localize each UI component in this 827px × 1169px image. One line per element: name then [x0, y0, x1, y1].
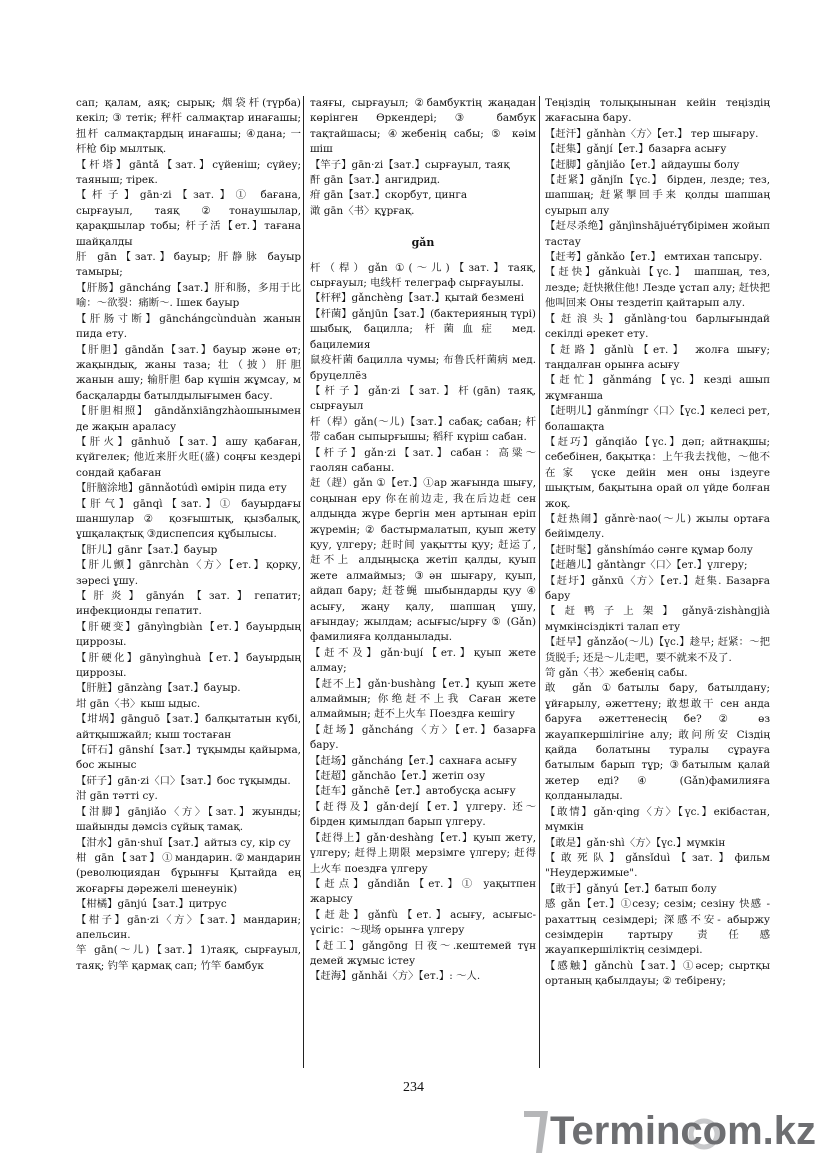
- dictionary-entry: 【肝硬变】gānyìngbiàn【ет.】бауырдың циррозы.: [76, 620, 301, 649]
- dictionary-entry: 【杆秤】gǎnchèng【зат.】қытай безмені: [310, 292, 525, 305]
- dictionary-entry: 赶（趕）gǎn ①【ет.】①ар жағында шығу, соңынан еру 你在前边走, 我在后边赶 сен алдыңда жүре бергін мен артынан еріп жүремін; ② бастырмалатып, қуып жету қуу, үлгеру; 赶时间 уақытты қуу; 赶运了, 赶不上 алдыңысқа жетіп қалды, қуып жете алмаймыз; ③ән шығару, қуып, айдап бару; 赶苍蝇 шыбындарды қуу ④ асығу, жаңу қалу, шапшаң ұшу, ағындау; жылдам; асығыс/ырғу ⑤ (Gǎn) фамилияға қолданылады.: [310, 477, 536, 644]
- dictionary-entry: 【赶浪头】gǎnlàng·tou барлығындай секілді әрекет ету.: [545, 312, 770, 341]
- dictionary-entry: 【赶鸭子上架】gǎnyā·zishàngjià мүмкінсіздікті талап ету: [545, 605, 770, 633]
- dictionary-entry: 【赶时髦】gǎnshímáo сәнге құмар болу: [545, 543, 753, 556]
- dictionary-entry: 【赶热闹】gǎnrè·nao(～儿) жылы ортаға бейімделу.: [545, 512, 770, 541]
- dictionary-entry: Теңіздің толықынынан кейін теңіздің жағасына бару.: [545, 97, 770, 125]
- dictionary-entry: 【赶超】gǎnchāo【ет.】жетіп озу: [310, 770, 486, 783]
- column-right: [545, 96, 770, 1068]
- dictionary-entry: 【肝炎】gānyán【зат.】гепатит; инфекционды гепатит.: [76, 590, 301, 618]
- dictionary-entry: 【赶早】gǎnzǎo(～儿)【үс.】趁早; 赶紧：～把货脱手; 还是～儿走吧，要不就来不及了.: [545, 636, 770, 664]
- dictionary-entry: 【赶场】gǎncháng【ет.】сахнаға асығу: [310, 754, 517, 767]
- dictionary-entry: 坩 gān〈书〉кыш ыдыс.: [76, 697, 201, 710]
- dictionary-entry: 鼠疫杆菌 бацилла чумы; 布鲁氏杆菌病 мед. бруцеллёз: [310, 354, 536, 382]
- dictionary-entry: 【敢于】gǎnyú【ет.】батып болу: [545, 882, 717, 895]
- dictionary-entry: 【矸子】gān·zi〈口〉【зат.】бос тұқымды.: [76, 774, 291, 787]
- dictionary-entry: таяғы, сырғауыл; ②бамбуктің жаңадан көрінген Өркендері; ③ бамбук тақтайшасы; ④жебенің сабы; ⑤ кәім шіш: [310, 97, 536, 156]
- dictionary-entry: 【肝儿】gānr【зат.】бауыр: [76, 543, 218, 556]
- dictionary-entry: 【赶汗】gǎnhàn〈方〉【ет.】 тер шығару.: [545, 127, 759, 140]
- dictionary-entry: 【赶圩】gǎnxū〈方〉【ет.】赶集. Базарға бару: [545, 574, 770, 602]
- dictionary-entry: 【柑子】gān·zi〈方〉【зат.】мандарин; апельсин.: [76, 913, 301, 941]
- dictionary-entry: 【杆子】gān·zi【зат.】① бағана, сырғауыл, таяқ ②тонаушылар, қарақшылар тобы; 杆子活【ет.】тағана шайқалды: [76, 189, 301, 248]
- dictionary-entry: 泔 gān тәтті су.: [76, 790, 158, 803]
- dictionary-entry: 【敢情】gǎn·qing〈方〉【үс.】екібастан, мүмкін: [545, 805, 770, 834]
- dictionary-entry: 【赶得上】gǎn·deshàng【ет.】қуып жету, үлгеру; 赶得上期限 мерзімге үлгеру; 赶得上火车 поездға үлгеру: [310, 831, 536, 875]
- dictionary-entry: 【肝肠寸断】gānchángcùnduàn жанын пида ету.: [76, 312, 301, 341]
- dictionary-entry: 澉 gān〈书〉құрғақ.: [310, 204, 415, 217]
- dictionary-entry: 【肝脑涂地】gānnǎotúdì өмірін пида ету: [76, 482, 287, 495]
- dictionary-entry: 【赶不及】gǎn·bují【ет.】қуып жете алмау;: [310, 646, 536, 675]
- dictionary-entry: 【赶尽杀绝】gǎnjìnshājuéтүбірімен жойып тастау: [545, 220, 770, 248]
- dictionary-entry: 【赶工】gǎngōng 日夜～.кештемей түн демей жұмыс істеу: [310, 939, 536, 967]
- dictionary-entry: 【泔脚】gānjiǎo〈方〉【зат.】жуынды; шайынды дәмсіз сұйық тамақ.: [76, 805, 301, 834]
- dictionary-entry: 【柑橘】gānjú【зат.】цитрус: [76, 898, 227, 911]
- dictionary-entry: 【肝儿颤】gānrchàn〈方〉【ет.】қорқу, зәресі ұшу.: [76, 559, 301, 587]
- dictionary-entry: 【杆菌】gǎnjūn【зат.】(бактерияның түрі) шыбық, бацилла; 杆菌血症 мед. бацилемия: [310, 307, 536, 351]
- dictionary-entry: 【赶紧】gǎnjǐn【үс.】 бірден, лезде; тез, шапшаң; 赶紧掣回手来 қолды шапшаң суырып алу: [545, 174, 770, 217]
- dictionary-entry: 竿 gān(～儿)【зат.】1)таяқ, сырғауыл, таяқ; 钓竿 қармақ сап; 竹竿 бамбук: [76, 944, 301, 972]
- dictionary-entry: 【赶不上】gǎn·bushàng【ет.】қуып жете алмаймын; 你绝赶不上我 Саған жете алмаймын; 赶不上火车 Поездға кешігу: [310, 677, 536, 721]
- dictionary-entry: 【赶场】gǎncháng〈方〉【ет.】базарға бару.: [310, 723, 536, 752]
- dictionary-entry: 【赶忙】gǎnmáng【үс.】кезді ашып жұмғанша: [545, 374, 770, 402]
- dictionary-entry: 敢 gǎn ①батылы бару, батылдану; ұйғарылу, әжеттену; 敢想敢干 сен анда баруға әжеттенесің бе? ② өз жауапкершілігіне алу; 敢问所安 Сіздің қайда болатыны туралы сұрауға батылым барып тұр; ③батылым қалай жетер еді? ④ (Gǎn)фамилияға қолданылады.: [545, 682, 770, 803]
- dictionary-entry: 【敢死队】gǎnsǐduì【зат.】фильм "Неудержимые".: [545, 851, 770, 880]
- dictionary-entry: 酐 gān【зат.】ангидрид.: [310, 174, 441, 187]
- dictionary-entry: 【肝胆相照】 gāndǎnxiāngzhàoшынымен де жақын араласу: [76, 405, 301, 433]
- column-left: [76, 96, 301, 1068]
- dictionary-entry: 【肝肠】gāncháng【зат.】肝和肠，多用于比喻：～欲裂：痛断～. Ішек бауыр: [76, 281, 301, 310]
- page-number: 234: [403, 1080, 424, 1095]
- dictionary-entry: 【赶点】gǎndiǎn【ет.】① уақытпен жарысу: [310, 877, 536, 906]
- dictionary-entry: 杆（桿）gǎn(～儿)【зат.】сабақ; сабан; 杆带 сабан сыпырғышы; 稻秆 күріш сабан.: [310, 415, 536, 444]
- dictionary-entry: 【杆子】gǎn·zi【зат.】杆(gān) таяқ, сырғауыл: [310, 384, 536, 413]
- column-middle: [310, 96, 536, 1068]
- dictionary-entry: 【感触】gǎnchù【зат.】①әсер; сыртқы ортаның қабылдауы; ② тебірену;: [545, 959, 770, 988]
- dictionary-entry: 柑 gān【зат】①мандарин.②мандарин (революциядан бұрынғы Қытайда ең жоғарғы дәрежелі шенеунік): [76, 851, 301, 895]
- dictionary-entry: 【赶考】gǎnkǎo【ет.】 емтихан тапсыру.: [545, 251, 763, 264]
- dictionary-entry: 【赶车】gǎnchē【ет.】автобусқа асығу: [310, 785, 516, 798]
- dictionary-entry: 【赶海】gǎnhǎi〈方〉【ет.】: ～人.: [310, 970, 481, 983]
- dictionary-entry: 【肝脏】gānzàng【зат.】бауыр.: [76, 682, 241, 695]
- dictionary-entry: 【肝胆】gāndǎn【зат.】бауыр және өт; жақындық, жаны таза; 壮（披）肝胆 жанын ашу; 输肝胆 бар күшін жұмсау, м басқаларды батылдылығымен басу.: [76, 343, 301, 402]
- dictionary-entry: 【赶趟儿】gǎntàngr〈口〉【ет.】үлгеру;: [545, 559, 748, 572]
- dictionary-entry: сап; қалам, аяқ; сырық; 烟袋杆(түрба) кекіл; ③ тетік; 秤杆 салмақтар инағашы; 扭杆 салмақтардың инағашы; ④дана; 一杆枪 бір мылтық.: [76, 97, 301, 156]
- dictionary-entry: 【杆塔】gāntǎ【зат.】сүйеніш; сүйеу; таяныш; тірек.: [76, 158, 301, 187]
- dictionary-entry: 【赶得及】gǎn·dejí【ет.】үлгеру. 还～ бірден қимылдап барып үлгеру.: [310, 800, 536, 829]
- dictionary-entry: 【泔水】gān·shuǐ【зат.】айтыз су, кір су: [76, 836, 291, 849]
- dictionary-entry: 【赶赴】gǎnfù【ет.】асығу, асығыс-үсігіс：～现场 орынға үлгеру: [310, 908, 536, 937]
- logo-text: Termincom.kz: [550, 1109, 816, 1153]
- dictionary-entry: 【赶脚】gǎnjiǎo【ет.】айдаушы болу: [545, 158, 740, 171]
- dictionary-entry: 感 gǎn【ет.】①сезу; сезім; сезіну 快感 - рахаттың сезімдері; 深感不安- абыржу сезімдерін тартыру 责任感 жауапкершіліктің сезімдері.: [545, 898, 770, 957]
- dictionary-entry: 【竿子】gān·zi【зат.】сырғауыл, таяқ: [310, 158, 510, 171]
- dictionary-entry: 疳 gān【зат.】скорбут, цинга: [310, 189, 468, 202]
- dictionary-entry: 【坩埚】gānguō【зат.】балқытатын күбі, айтқышжайл; кыш тостаған: [76, 713, 301, 741]
- dictionary-entry: 【矸石】gānshí【зат.】тұқымды қайырма, бос жыныс: [76, 744, 301, 772]
- dictionary-entry: 【赶路】gǎnlù【ет.】 жолға шығу; таңдалған орынға асығу: [545, 343, 770, 371]
- section-heading: gǎn: [411, 236, 435, 250]
- dictionary-entry: 【杆子】gǎn·zi【зат.】сабан：高粱～ гаолян сабаны.: [310, 446, 536, 474]
- dictionary-entry: 【赶巧】gǎnqiǎo【үс.】дәп; айтнақшы; себебінен, бақытқа：上午我去找他，～他不在家 үске дейін мен оны іздеуге шықтым, бақытына орай ол үйде болған жоқ.: [545, 435, 770, 510]
- dictionary-entry: 笴 gǎn〈书〉жебенің сабы.: [545, 667, 688, 680]
- dictionary-entry: 杆（桿）gǎn ①(～儿)【зат.】таяқ, сырғауыл; 电线杆 телеграф сырғауылы.: [310, 261, 536, 290]
- dictionary-entry: 肝 gān【зат.】бауыр; 肝静脉 бауыр тамыры;: [76, 251, 301, 279]
- dictionary-entry: 【赶集】gǎnjí【ет.】базарға асығу: [545, 143, 727, 156]
- dictionary-entry: 【肝硬化】gānyìnghuà【ет.】бауырдың циррозы.: [76, 651, 301, 680]
- dictionary-entry: 【肝火】gānhuǒ【зат.】ашу қабаған, күйгелек; 他近来肝火旺(盛) соңғы кездері сондай қабаған: [76, 435, 301, 479]
- termincom-logo[interactable]: [520, 1103, 820, 1161]
- column-divider: [303, 96, 304, 1068]
- dictionary-entry: 【肝气】gānqì【зат.】① бауырдағы шаншулар ② қозғыштық, қызбалық, ұшқалақтық ③диспепсия құбылысы.: [76, 497, 301, 541]
- dictionary-entry: 【赶快】gǎnkuài【үс.】 шапшаң, тез, лезде; 赶快揪住他! Лезде ұстап алу; 赶快把他叫回来 Оны тездетіп қайтарып алу.: [545, 266, 770, 310]
- dictionary-entry: 【赶明儿】gǎnmíngr〈口〉【үс.】келесі рет, болашақта: [545, 405, 770, 433]
- column-divider: [539, 96, 540, 1068]
- dictionary-entry: 【敢是】gǎn·shì〈方〉【үс.】мүмкін: [545, 836, 726, 849]
